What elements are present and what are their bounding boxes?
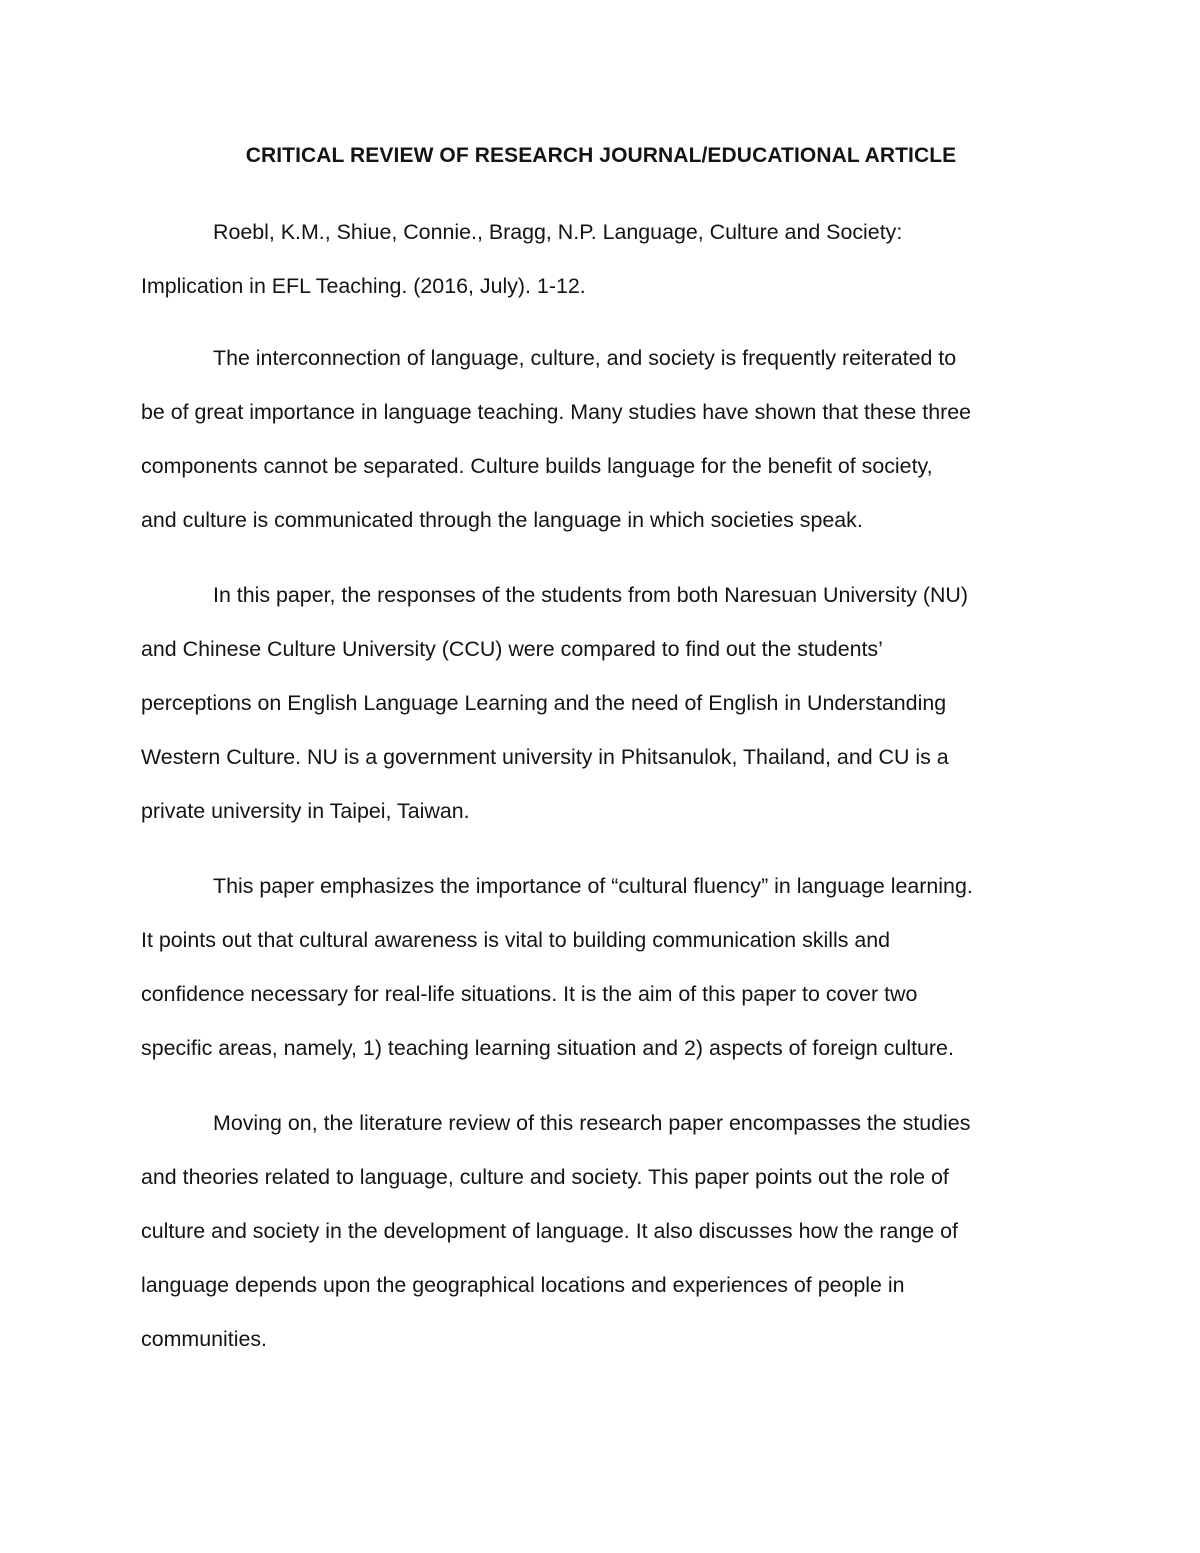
citation-line: Roebl, K.M., Shiue, Connie., Bragg, N.P. Language, Culture and Society: — [213, 220, 903, 244]
paragraph-line: confidence necessary for real-life situations. It is the aim of this paper to cover two — [141, 982, 918, 1006]
paragraph-study-comparison — [141, 568, 1061, 838]
paragraph-line: components cannot be separated. Culture builds language for the benefit of society, — [141, 454, 933, 478]
paragraph-line: In this paper, the responses of the students from both Naresuan University (NU) — [213, 583, 968, 607]
paragraph-line: perceptions on English Language Learning and the need of English in Understanding — [141, 691, 947, 715]
paragraph-line: This paper emphasizes the importance of “cultural fluency” in language learning. — [213, 874, 973, 898]
paragraph-line: language depends upon the geographical locations and experiences of people in — [141, 1273, 905, 1297]
paragraph-line: communities. — [141, 1327, 268, 1351]
paragraph-line: private university in Taipei, Taiwan. — [141, 799, 470, 823]
paragraph-literature-review — [141, 1096, 1061, 1366]
paragraph-line: The interconnection of language, culture, and society is frequently reiterated to — [213, 346, 957, 370]
paragraph-line: and theories related to language, culture and society. This paper points out the role of — [141, 1165, 949, 1189]
paragraph-line: culture and society in the development of language. It also discusses how the range of — [141, 1219, 958, 1243]
document-page — [141, 140, 1061, 1366]
citation-line: Implication in EFL Teaching. (2016, July). 1-12. — [141, 274, 586, 298]
paragraph-line: Western Culture. NU is a government university in Phitsanulok, Thailand, and CU is a — [141, 745, 949, 769]
paragraph-line: be of great importance in language teaching. Many studies have shown that these three — [141, 400, 972, 424]
paragraph-line: Moving on, the literature review of this research paper encompasses the studies — [213, 1111, 971, 1135]
paragraph-line: and Chinese Culture University (CCU) were compared to find out the students’ — [141, 637, 883, 661]
document-title: CRITICAL REVIEW OF RESEARCH JOURNAL/EDUCATIONAL ARTICLE — [245, 144, 957, 167]
paragraph-line: and culture is communicated through the language in which societies speak. — [141, 508, 863, 532]
paragraph-line: It points out that cultural awareness is vital to building communication skills and — [141, 928, 891, 952]
paragraph-line: specific areas, namely, 1) teaching learning situation and 2) aspects of foreign culture. — [141, 1036, 954, 1060]
paragraph-cultural-fluency — [141, 859, 1061, 1075]
paragraph-interconnection — [141, 331, 1061, 547]
citation — [141, 205, 1061, 313]
